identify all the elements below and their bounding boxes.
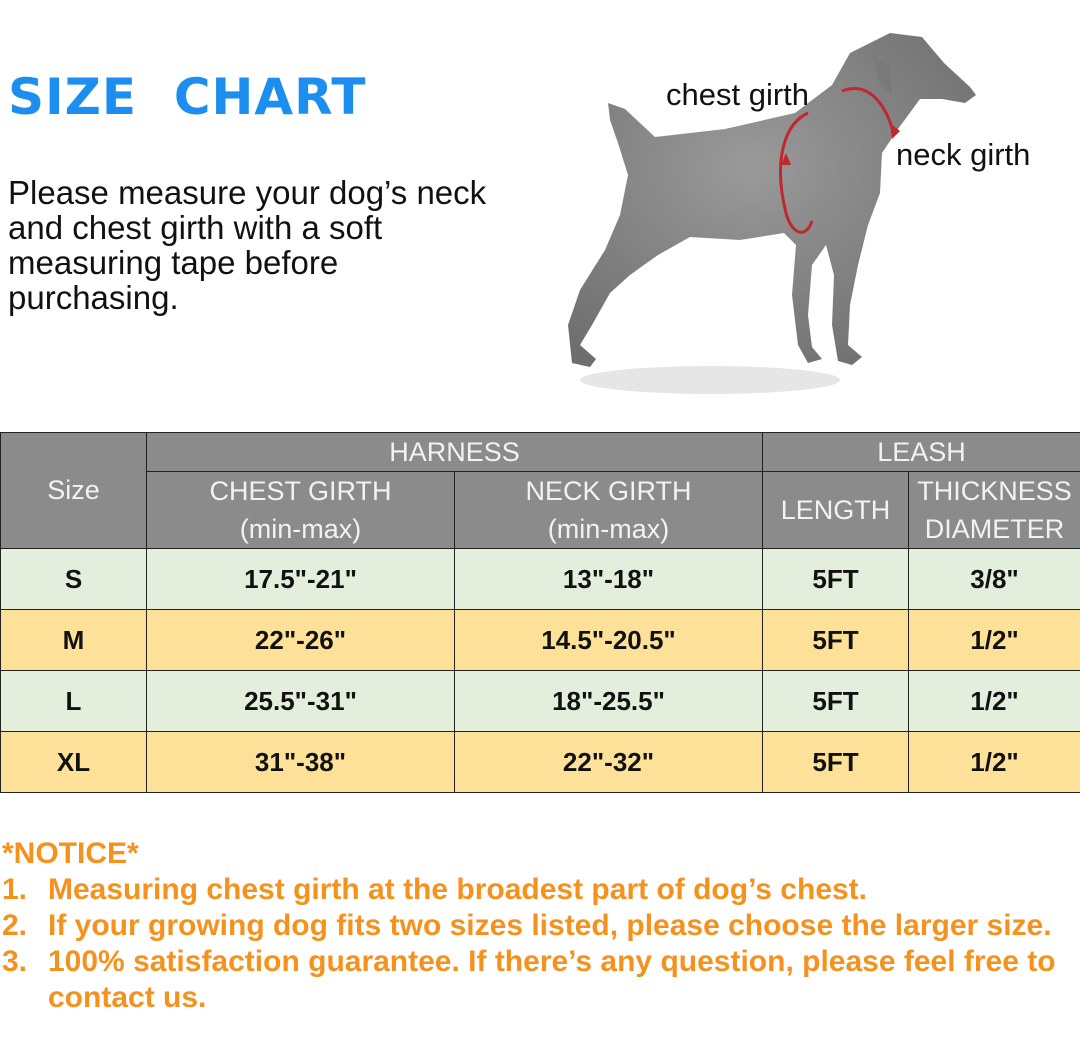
size-cell: L (1, 671, 147, 732)
thickness-header-title: THICKNESS (917, 476, 1072, 506)
table-group-header-row (1, 433, 1080, 472)
neck-girth-cell: 18"-25.5" (455, 671, 763, 732)
chest-girth-label: chest girth (666, 77, 810, 112)
dog-measurement-figure (550, 25, 1080, 415)
table-row (1, 732, 1080, 793)
notice-item-text: If your growing dog fits two sizes listed, please choose the larger size. (48, 909, 1052, 942)
instructions-text: Please measure your dog’s neck and chest girth with a soft measuring tape before purchasing. (8, 174, 487, 316)
table-row (1, 549, 1080, 610)
chest-girth-header-range: (min-max) (239, 514, 362, 544)
neck-girth-column-header (455, 472, 763, 549)
chest-girth-cell: 31"-38" (147, 732, 455, 793)
leash-group-header: LEASH (763, 433, 1080, 472)
neck-girth-label: neck girth (896, 137, 1031, 172)
neck-girth-header-range: (min-max) (547, 514, 670, 544)
size-cell: XL (1, 732, 147, 793)
size-table (0, 432, 1080, 793)
length-column-header: LENGTH (763, 472, 909, 549)
table-row (1, 610, 1080, 671)
length-cell: 5FT (763, 732, 909, 793)
notice-item-number: 3. (2, 945, 28, 978)
thickness-cell: 1/2" (909, 732, 1080, 793)
neck-girth-cell: 22"-32" (455, 732, 763, 793)
neck-girth-header-title: NECK GIRTH (525, 476, 692, 506)
notice-item-number: 2. (2, 909, 28, 942)
chest-girth-cell: 22"-26" (147, 610, 455, 671)
size-cell: M (1, 610, 147, 671)
notice-title: *NOTICE* (2, 837, 139, 870)
length-cell: 5FT (763, 610, 909, 671)
length-cell: 5FT (763, 549, 909, 610)
thickness-header-subtitle: DIAMETER (924, 514, 1065, 544)
table-header-row (1, 472, 1080, 549)
thickness-cell: 1/2" (909, 610, 1080, 671)
neck-girth-cell: 14.5"-20.5" (455, 610, 763, 671)
length-cell: 5FT (763, 671, 909, 732)
notice-item-text: Measuring chest girth at the broadest part of dog’s chest. (48, 873, 868, 906)
chest-girth-cell: 25.5"-31" (147, 671, 455, 732)
chest-girth-header-title: CHEST GIRTH (209, 476, 392, 506)
notice-item-text: 100% satisfaction guarantee. If there’s any question, please feel free to contact us. (48, 945, 1056, 1014)
neck-girth-cell: 13"-18" (455, 549, 763, 610)
dog-silhouette-icon (550, 25, 1080, 415)
table-row (1, 671, 1080, 732)
chest-girth-column-header (147, 472, 455, 549)
size-cell: S (1, 549, 147, 610)
notice-section (2, 836, 1080, 1016)
notice-item (2, 944, 1080, 1016)
notice-item (2, 872, 1080, 908)
notice-item-number: 1. (2, 873, 28, 906)
chest-girth-cell: 17.5"-21" (147, 549, 455, 610)
thickness-cell: 3/8" (909, 549, 1080, 610)
thickness-column-header (909, 472, 1080, 549)
size-column-header: Size (1, 433, 147, 549)
notice-item (2, 908, 1080, 944)
harness-group-header: HARNESS (147, 433, 763, 472)
page-title: SIZE CHART (8, 68, 367, 126)
thickness-cell: 1/2" (909, 671, 1080, 732)
